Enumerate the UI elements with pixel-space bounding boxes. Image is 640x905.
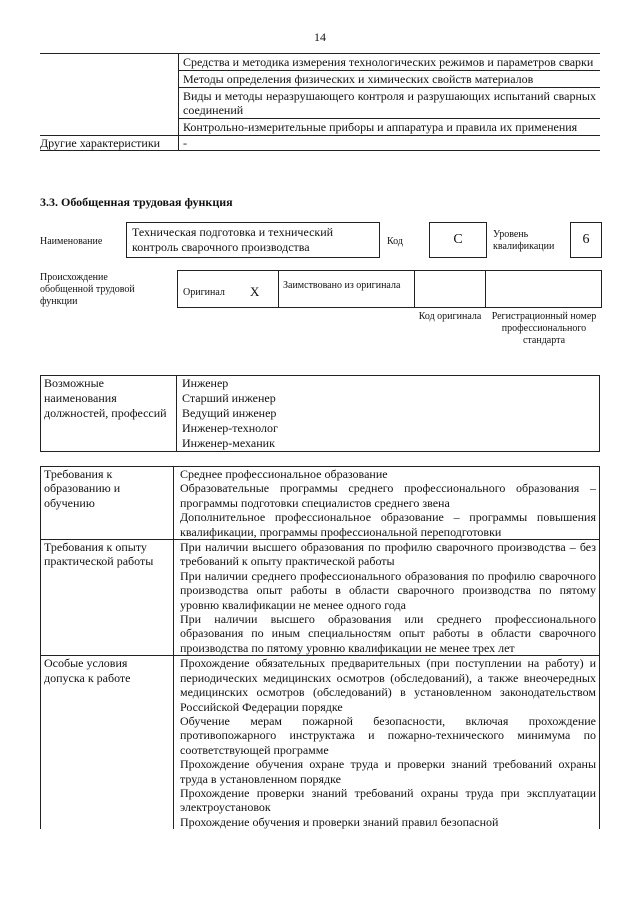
borrowed-label: Заимствовано из оригинала bbox=[283, 280, 401, 291]
table-row bbox=[40, 54, 600, 136]
list-item: Обучение мерам пожарной безопасности, включая прохождение противопожарного инструктажа и пожарно-технического минимума по соответствующей программе bbox=[180, 713, 596, 757]
divider bbox=[414, 271, 415, 307]
list-item: Виды и методы неразрушающего контроля и разрушающих испытаний сварных соединений bbox=[179, 88, 600, 119]
list-item: При наличии среднего профессионального образования по профилю сварочного производства опыт работы в области сварочного производства по пятому уровню квалификации не менее одного года bbox=[180, 568, 596, 612]
list-item: Образовательные программы среднего профессионального образования – программы подготовки специалистов среднего звена bbox=[180, 481, 596, 510]
requirement-content bbox=[174, 467, 600, 540]
section-heading: 3.3. Обобщенная трудовая функция bbox=[40, 195, 233, 209]
reg-number-caption: Регистрационный номер профессионального стандарта bbox=[491, 311, 597, 346]
function-name: Техническая подготовка и технический контроль сварочного производства bbox=[126, 222, 380, 258]
original-mark: X bbox=[250, 284, 260, 299]
requirement-label: Особые условия допуска к работе bbox=[41, 656, 174, 829]
list-item: Инженер-механик bbox=[182, 436, 275, 450]
list-item: Старший инженер bbox=[182, 391, 276, 405]
positions-label: Возможные наименования должностей, профессий bbox=[41, 376, 177, 452]
knowledge-table bbox=[40, 53, 600, 151]
page-number: 14 bbox=[314, 30, 326, 44]
table-row bbox=[41, 656, 600, 829]
table-row bbox=[40, 136, 600, 151]
list-item: Прохождение обязательных предварительных (при поступлении на работу) и периодических медицинских осмотров (обследований), а также внеочередных медицинских осмотров (обследований) в установленном законодательством Российской Федерации порядке bbox=[180, 656, 596, 714]
list-item: Ведущий инженер bbox=[182, 406, 277, 420]
requirement-label: Требования к опыту практической работы bbox=[41, 540, 174, 656]
divider bbox=[485, 271, 486, 307]
list-item: Контрольно-измерительные приборы и аппаратура и правила их применения bbox=[183, 120, 578, 134]
list-item: Прохождение проверки знаний требований охраны труда при эксплуатации электроустановок bbox=[180, 785, 596, 815]
row-content: - bbox=[179, 136, 601, 151]
list-item: Инженер-технолог bbox=[182, 421, 278, 435]
list-item: Прохождение обучения и проверки знаний правил безопасной bbox=[180, 814, 499, 829]
row-label bbox=[40, 54, 179, 136]
requirements-table bbox=[40, 466, 600, 829]
code-original-caption: Код оригинала bbox=[418, 311, 482, 322]
list-item: Методы определения физических и химических свойств материалов bbox=[179, 71, 600, 88]
list-item: Инженер bbox=[182, 376, 229, 390]
code-label: Код bbox=[387, 236, 403, 247]
requirement-content bbox=[174, 540, 600, 656]
table-row bbox=[41, 540, 600, 656]
positions-table bbox=[40, 375, 600, 452]
list-item: Дополнительное профессиональное образование – программы повышения квалификации, программы профессиональной переподготовки bbox=[180, 510, 596, 539]
list-item: Среднее профессиональное образование bbox=[180, 467, 388, 481]
table-row bbox=[41, 376, 600, 452]
level-value: 6 bbox=[570, 222, 602, 258]
level-label: Уровень квалификации bbox=[493, 229, 555, 252]
list-item: При наличии высшего образования по профилю сварочного производства – без требований к опыту практической работы bbox=[180, 540, 596, 569]
origin-label: Происхождение обобщенной трудовой функции bbox=[40, 272, 135, 307]
divider bbox=[278, 270, 279, 308]
requirement-content bbox=[174, 656, 600, 829]
row-label: Другие характеристики bbox=[40, 136, 179, 151]
original-label: Оригинал bbox=[183, 287, 225, 298]
code-value: C bbox=[429, 222, 487, 258]
list-item: При наличии высшего образования или среднего профессионального образования по иным специальностям опыт работы в области сварочного производства по пятому уровню квалификации не менее трех лет bbox=[180, 612, 596, 655]
list-item: Прохождение обучения охране труда и проверки знаний требований охраны труда в установленном порядке bbox=[180, 757, 596, 786]
list-item: Средства и методика измерения технологических режимов и параметров сварки bbox=[179, 54, 600, 71]
row-content bbox=[179, 54, 601, 136]
positions-list bbox=[177, 376, 600, 452]
table-row bbox=[41, 467, 600, 540]
requirement-label: Требования к образованию и обучению bbox=[41, 467, 174, 540]
name-label: Наименование bbox=[40, 236, 103, 247]
